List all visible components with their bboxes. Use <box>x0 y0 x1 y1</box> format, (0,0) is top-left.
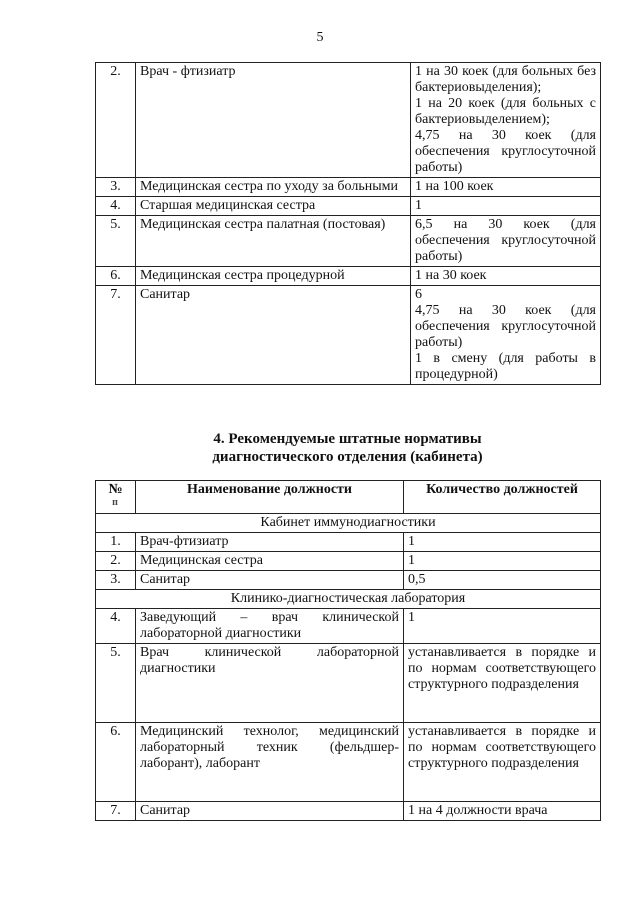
position-name: Врач-фтизиатр <box>136 533 404 552</box>
position-quantity: устанавливается в порядке и по нормам соответствующего структурного подразделения <box>404 723 601 802</box>
row-number: 4. <box>96 197 136 216</box>
table-row <box>96 267 601 286</box>
position-quantity: 1 <box>404 552 601 571</box>
section-row <box>96 514 601 533</box>
position-name: Заведующий – врач клинической лабораторной диагностики <box>136 609 404 644</box>
table-header-row <box>96 481 601 514</box>
row-number: 6. <box>96 723 136 802</box>
table-row <box>96 63 601 178</box>
position-name: Медицинская сестра процедурной <box>136 267 411 286</box>
position-name: Медицинский технолог, медицинский лабораторный техник (фельдшер-лаборант), лаборант <box>136 723 404 802</box>
table-row <box>96 197 601 216</box>
table-row <box>96 609 601 644</box>
position-quantity: 1 <box>411 197 601 216</box>
section-title: Клинико-диагностическая лаборатория <box>96 590 601 609</box>
column-header-quantity: Количество должностей <box>404 481 601 514</box>
table-row <box>96 802 601 821</box>
column-header-number: № п <box>96 481 136 514</box>
row-number: 5. <box>96 216 136 267</box>
position-name: Врач клинической лабораторной диагностики <box>136 644 404 723</box>
position-name: Медицинская сестра палатная (постовая) <box>136 216 411 267</box>
row-number: 3. <box>96 178 136 197</box>
position-quantity: устанавливается в порядке и по нормам соответствующего структурного подразделения <box>404 644 601 723</box>
position-quantity: 1 на 30 коек (для больных без бактериовыделения); 1 на 20 коек (для больных с бактериовыделением); 4,75 на 30 коек (для обеспечения круглосуточной работы) <box>411 63 601 178</box>
table-row <box>96 216 601 267</box>
row-number: 4. <box>96 609 136 644</box>
position-name: Санитар <box>136 802 404 821</box>
position-quantity: 6,5 на 30 коек (для обеспечения круглосуточной работы) <box>411 216 601 267</box>
position-quantity: 6 4,75 на 30 коек (для обеспечения круглосуточной работы) 1 в смену (для работы в процедурной) <box>411 286 601 385</box>
table-row <box>96 552 601 571</box>
position-name: Врач - фтизиатр <box>136 63 411 178</box>
position-quantity: 1 на 4 должности врача <box>404 802 601 821</box>
position-quantity: 1 <box>404 609 601 644</box>
table-row <box>96 533 601 552</box>
position-quantity: 1 <box>404 533 601 552</box>
position-name: Медицинская сестра по уходу за больными <box>136 178 411 197</box>
position-quantity: 0,5 <box>404 571 601 590</box>
row-number: 2. <box>96 552 136 571</box>
table-row <box>96 571 601 590</box>
position-name: Санитар <box>136 286 411 385</box>
position-name: Старшая медицинская сестра <box>136 197 411 216</box>
diagnostic-staffing-table <box>95 480 601 821</box>
section-title: Кабинет иммунодиагностики <box>96 514 601 533</box>
section-heading: 4. Рекомендуемые штатные нормативы диагностического отделения (кабинета) <box>212 431 483 465</box>
row-number: 2. <box>96 63 136 178</box>
row-number: 6. <box>96 267 136 286</box>
page-number: 5 <box>316 30 324 45</box>
row-number: 1. <box>96 533 136 552</box>
table-row <box>96 178 601 197</box>
table-row <box>96 644 601 723</box>
row-number: 7. <box>96 802 136 821</box>
section-row <box>96 590 601 609</box>
position-quantity: 1 на 100 коек <box>411 178 601 197</box>
row-number: 3. <box>96 571 136 590</box>
position-name: Санитар <box>136 571 404 590</box>
row-number: 5. <box>96 644 136 723</box>
table-row <box>96 286 601 385</box>
table-row <box>96 723 601 802</box>
row-number: 7. <box>96 286 136 385</box>
staffing-table-continued <box>95 62 601 385</box>
column-header-position: Наименование должности <box>136 481 404 514</box>
position-quantity: 1 на 30 коек <box>411 267 601 286</box>
position-name: Медицинская сестра <box>136 552 404 571</box>
